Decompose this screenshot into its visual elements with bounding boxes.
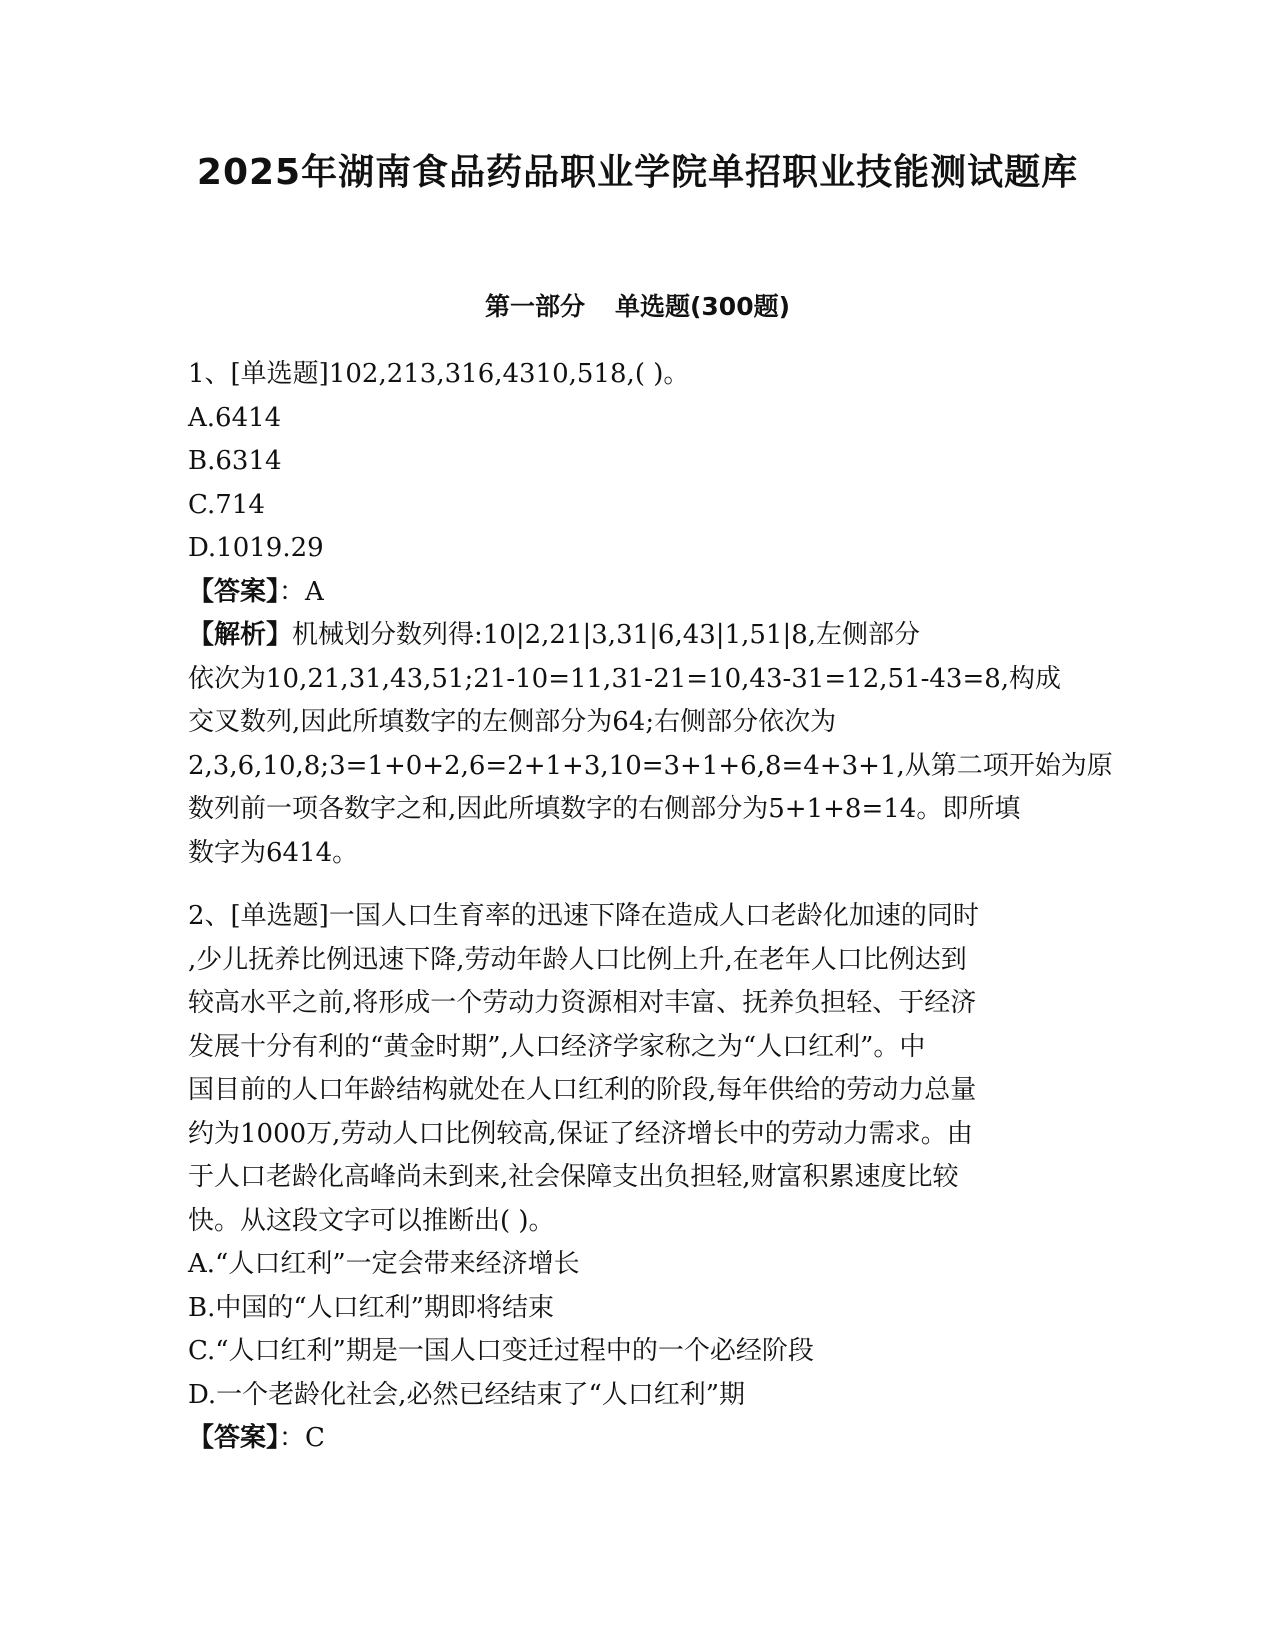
question-stem-line: ,少儿抚养比例迅速下降,劳动年龄人口比例上升,在老年人口比例达到 — [188, 944, 967, 975]
answer-label: 【答案】 — [188, 1423, 280, 1453]
analysis-label: 【解析】 — [188, 620, 293, 650]
analysis-line: 数字为6414。 — [188, 837, 359, 868]
answer-value: ：C — [279, 1423, 325, 1453]
document-title: 2025年湖南食品药品职业学院单招职业技能测试题库 — [196, 152, 1079, 193]
analysis-line: 交叉数列,因此所填数字的左侧部分为64;右侧部分依次为 — [188, 707, 837, 737]
section-title — [0, 290, 1275, 324]
question-list — [188, 353, 1113, 1461]
section-part-label: 第一部分 — [484, 292, 585, 321]
answer-value: ：A — [279, 576, 324, 607]
question-stem-line: 快。从这段文字可以推断出( )。 — [188, 1205, 555, 1236]
question-spacer — [188, 875, 1088, 895]
option-b: B.6314 — [188, 446, 282, 476]
option-c: C.714 — [188, 489, 265, 520]
answer-line — [188, 1417, 1088, 1461]
section-type-label: 单选题(300题) — [614, 292, 791, 321]
analysis-line: 数列前一项各数字之和,因此所填数字的右侧部分为5+1+8=14。即所填 — [188, 794, 1021, 824]
question-stem-line: 国目前的人口年龄结构就处在人口红利的阶段,每年供给的劳动力总量 — [188, 1075, 977, 1105]
analysis-text: 机械划分数列得:10|2,21|3,31|6,43|1,51|8,左侧部分 — [292, 620, 921, 650]
question-1 — [188, 353, 1113, 875]
question-stem-line: 2、[单选题]一国人口生育率的迅速下降在造成人口老龄化加速的同时 — [188, 901, 979, 931]
analysis-line: 依次为10,21,31,43,51;21-10=11,31-21=10,43-31=12,51-43=8,构成 — [188, 663, 1062, 694]
question-stem-line: 于人口老龄化高峰尚未到来,社会保障支出负担轻,财富积累速度比较 — [188, 1162, 959, 1192]
question-2 — [188, 895, 1088, 1461]
option-a: A.6414 — [188, 402, 282, 433]
question-stem-line: 较高水平之前,将形成一个劳动力资源相对丰富、抚养负担轻、于经济 — [188, 988, 977, 1018]
question-stem-line: 约为1000万,劳动人口比例较高,保证了经济增长中的劳动力需求。由 — [188, 1118, 973, 1149]
option-b: B.中国的“人口红利”期即将结束 — [188, 1292, 554, 1323]
option-c: C.“人口红利”期是一国人口变迁过程中的一个必经阶段 — [188, 1336, 814, 1366]
question-stem-line: 发展十分有利的“黄金时期”,人口经济学家称之为“人口红利”。中 — [188, 1031, 926, 1062]
answer-line — [188, 571, 1088, 615]
option-d: D.一个老龄化社会,必然已经结束了“人口红利”期 — [188, 1379, 746, 1410]
analysis-line: 2,3,6,10,8;3=1+0+2,6=2+1+3,10=3+1+6,8=4+3+1,从第二项开始为原 — [188, 750, 1113, 781]
question-stem-line: 1、[单选题]102,213,316,4310,518,( )。 — [188, 359, 690, 389]
option-a: A.“人口红利”一定会带来经济增长 — [188, 1249, 580, 1279]
answer-label: 【答案】 — [188, 576, 280, 607]
option-d: D.1019.29 — [188, 533, 324, 563]
analysis-line — [188, 614, 1088, 658]
